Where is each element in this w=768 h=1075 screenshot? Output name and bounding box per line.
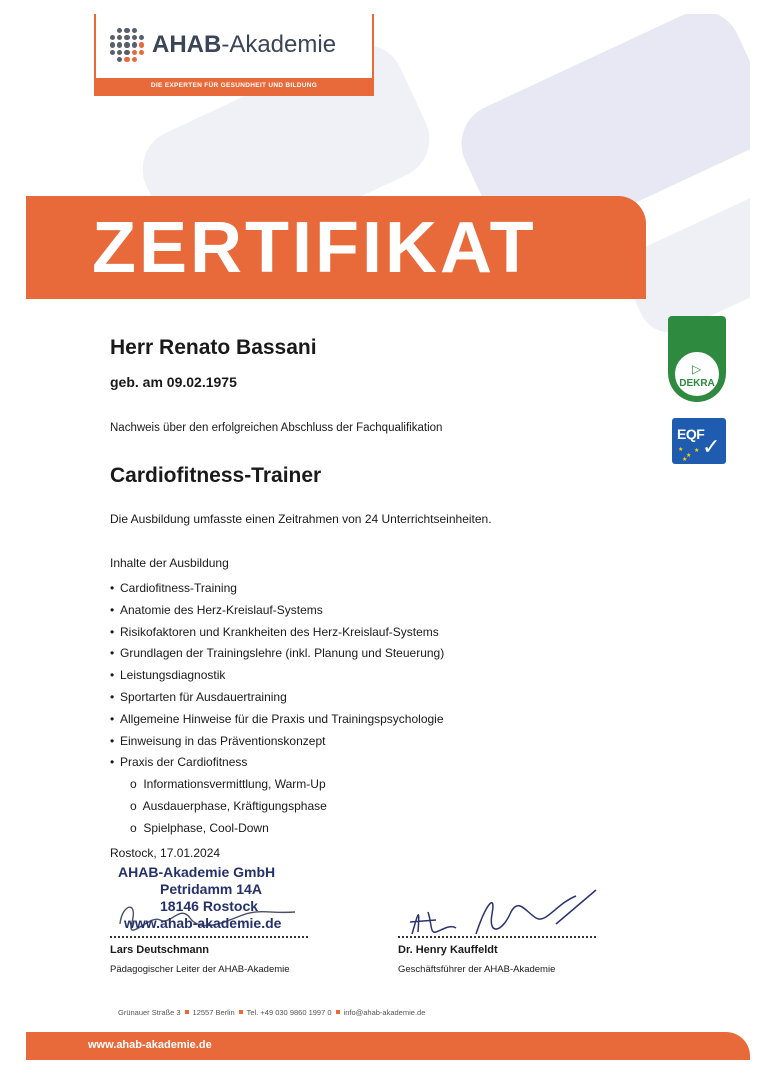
eqf-label: EQF <box>677 426 705 442</box>
logo-tagline: DIE EXPERTEN FÜR GESUNDHEIT UND BILDUNG <box>96 78 372 94</box>
signature-line-right <box>398 936 596 938</box>
dekra-seal <box>668 316 726 402</box>
sub-list-item: o Informationsvermittlung, Warm-Up <box>130 777 326 792</box>
company-stamp: AHAB-Akademie GmbH Petridamm 14A 18146 Rostock www.ahab-akademie.de <box>118 864 282 931</box>
certificate-page <box>26 14 750 1060</box>
list-item: • Praxis der Cardiofitness <box>110 755 248 770</box>
logo-text: AHAB-Akademie <box>152 31 337 58</box>
dekra-arrow-icon: ▷ <box>692 362 702 376</box>
star-icon: ★ <box>686 453 692 459</box>
contents-heading: Inhalte der Ausbildung <box>110 556 229 570</box>
signatory-right-role: Geschäftsführer der AHAB-Akademie <box>398 964 556 975</box>
list-item: • Leistungsdiagnostik <box>110 668 226 683</box>
dekra-label: DEKRA <box>679 378 715 389</box>
logo-dots-icon <box>110 28 144 62</box>
list-item: • Sportarten für Ausdauertraining <box>110 689 287 704</box>
contents-list <box>110 578 444 840</box>
star-icon: ★ <box>694 448 700 454</box>
proof-statement: Nachweis über den erfolgreichen Abschluss der Fachqualifikation <box>110 422 443 434</box>
signatory-left-role: Pädagogischer Leiter der AHAB-Akademie <box>110 964 290 975</box>
list-item: • Einweisung in das Präventionskonzept <box>110 733 326 748</box>
list-item: • Allgemeine Hinweise für die Praxis und Trainingspsychologie <box>110 711 444 726</box>
list-item: • Grundlagen der Trainingslehre (inkl. Planung und Steuerung) <box>110 646 445 661</box>
recipient-name: Herr Renato Bassani <box>110 336 317 359</box>
list-item: • Anatomie des Herz-Kreislauf-Systems <box>110 602 323 617</box>
footer-website: www.ahab-akademie.de <box>88 1039 212 1051</box>
star-icon: ★ <box>678 447 684 453</box>
title-banner <box>26 196 646 299</box>
signatory-right-name: Dr. Henry Kauffeldt <box>398 944 498 956</box>
signature-right <box>406 884 606 944</box>
signature-line-left <box>110 936 308 938</box>
check-icon: ✓ <box>702 434 721 459</box>
certificate-title: ZERTIFIKAT <box>92 208 537 288</box>
place-date: Rostock, 17.01.2024 <box>110 846 221 860</box>
logo-box <box>94 14 374 96</box>
dekra-circle <box>673 350 721 398</box>
recipient-birthdate: geb. am 09.02.1975 <box>110 374 237 390</box>
eqf-seal <box>672 418 726 464</box>
list-item: • Risikofaktoren und Krankheiten des Herz-Kreislauf-Systems <box>110 624 439 639</box>
footer-bar <box>26 1032 750 1060</box>
logo <box>110 28 336 62</box>
sub-list-item: o Ausdauerphase, Kräftigungsphase <box>130 798 327 813</box>
footer-address: Grünauer Straße 3 12557 Berlin Tel. +49 030 9860 1997 0 info@ahab-akademie.de <box>118 1008 426 1017</box>
star-icon: ★ <box>682 457 688 463</box>
list-item: • Cardiofitness-Training <box>110 581 237 595</box>
signatory-left-name: Lars Deutschmann <box>110 944 210 956</box>
qualification-title: Cardiofitness-Trainer <box>110 464 322 487</box>
training-scope: Die Ausbildung umfasste einen Zeitrahmen von 24 Unterrichtseinheiten. <box>110 512 492 526</box>
sub-list-item: o Spielphase, Cool-Down <box>130 820 269 835</box>
